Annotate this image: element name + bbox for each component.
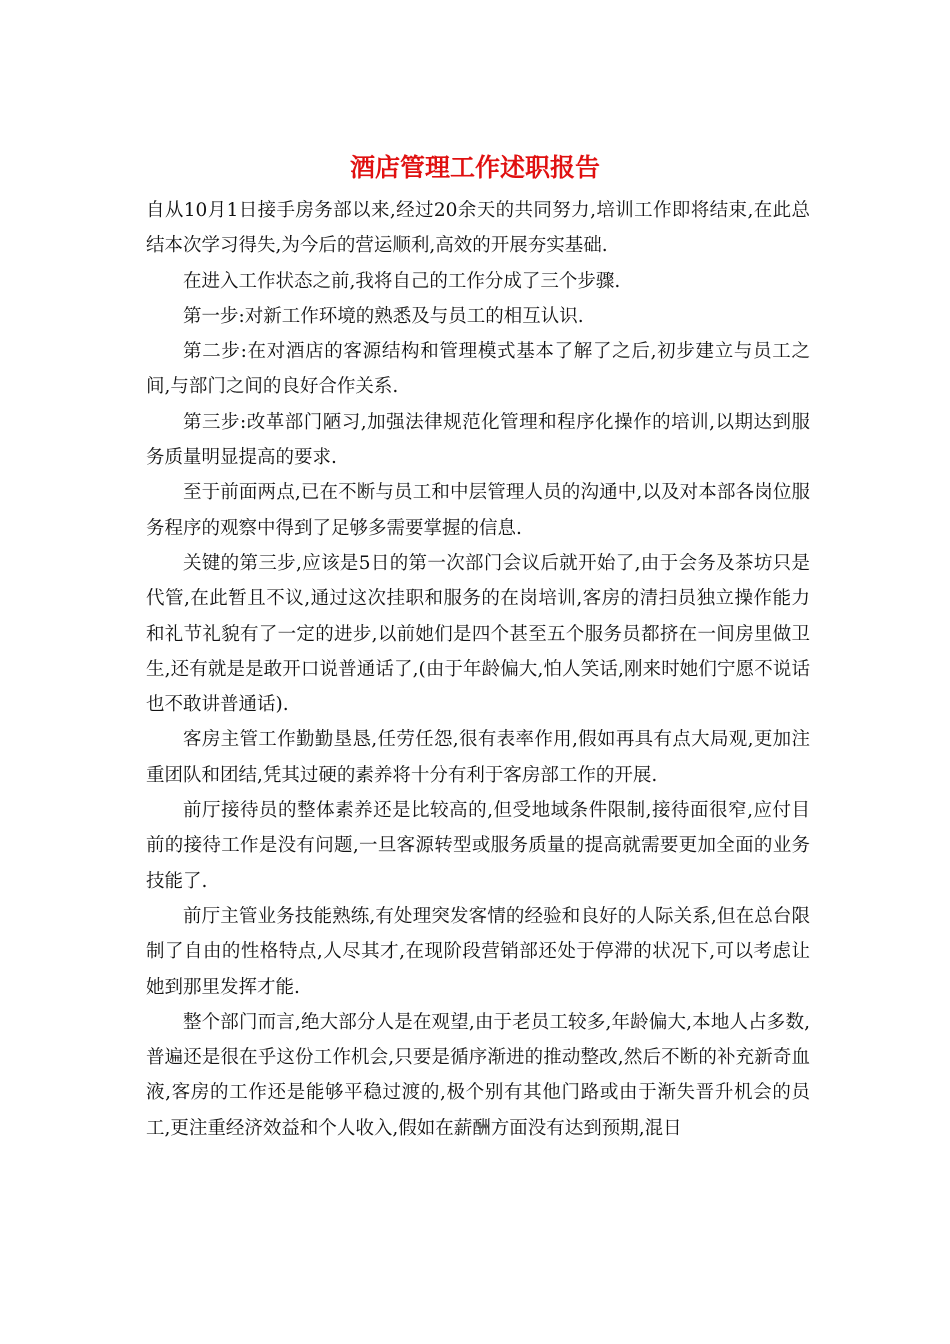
paragraph: 整个部门而言,绝大部分人是在观望,由于老员工较多,年龄偏大,本地人占多数,普遍还是很在乎这份工作机会,只要是循序渐进的推动整改,然后不断的补充新奇血液,客房的工作还是能够平稳过渡的,极个别有其他门路或由于渐失晋升机会的员工,更注重经济效益和个人收入,假如在薪酬方面没有达到预期,混日 <box>146 1011 810 1139</box>
paragraph: 第一步:对新工作环境的熟悉及与员工的相互认识. <box>183 305 584 327</box>
paragraph: 前厅主管业务技能熟练,有处理突发客情的经验和良好的人际关系,但在总台限制了自由的性格特点,人尽其才,在现阶段营销部还处于停滞的状况下,可以考虑让她到那里发挥才能. <box>146 905 810 998</box>
document-body <box>146 193 810 1146</box>
paragraph: 第三步:改革部门陋习,加强法律规范化管理和程序化操作的培训,以期达到服务质量明显提高的要求. <box>146 411 810 469</box>
document-title: 酒店管理工作述职报告 <box>349 153 600 182</box>
paragraph: 第二步:在对酒店的客源结构和管理模式基本了解了之后,初步建立与员工之间,与部门之间的良好合作关系. <box>146 341 810 398</box>
paragraph: 至于前面两点,已在不断与员工和中层管理人员的沟通中,以及对本部各岗位服务程序的观察中得到了足够多需要掌握的信息. <box>146 482 810 539</box>
paragraph: 自从10月1日接手房务部以来,经过20余天的共同努力,培训工作即将结束,在此总结本次学习得失,为今后的营运顺利,高效的开展夯实基础. <box>146 200 810 257</box>
paragraph: 关键的第三步,应该是5日的第一次部门会议后就开始了,由于会务及茶坊只是代管,在此暂且不议,通过这次挂职和服务的在岗培训,客房的清扫员独立操作能力和礼节礼貌有了一定的进步,以前她们是四个甚至五个服务员都挤在一间房里做卫生,还有就是是敢开口说普通话了,(由于年龄偏大,怕人笑话,刚来时她们宁愿不说话也不敢讲普通话). <box>146 552 810 716</box>
paragraph: 前厅接待员的整体素养还是比较高的,但受地域条件限制,接待面很窄,应付目前的接待工作是没有问题,一旦客源转型或服务质量的提高就需要更加全面的业务技能了. <box>146 800 810 892</box>
paragraph: 在进入工作状态之前,我将自己的工作分成了三个步骤. <box>183 270 621 292</box>
paragraph: 客房主管工作勤勤垦恳,任劳任怨,很有表率作用,假如再具有点大局观,更加注重团队和团结,凭其过硬的素养将十分有利于客房部工作的开展. <box>146 729 810 786</box>
